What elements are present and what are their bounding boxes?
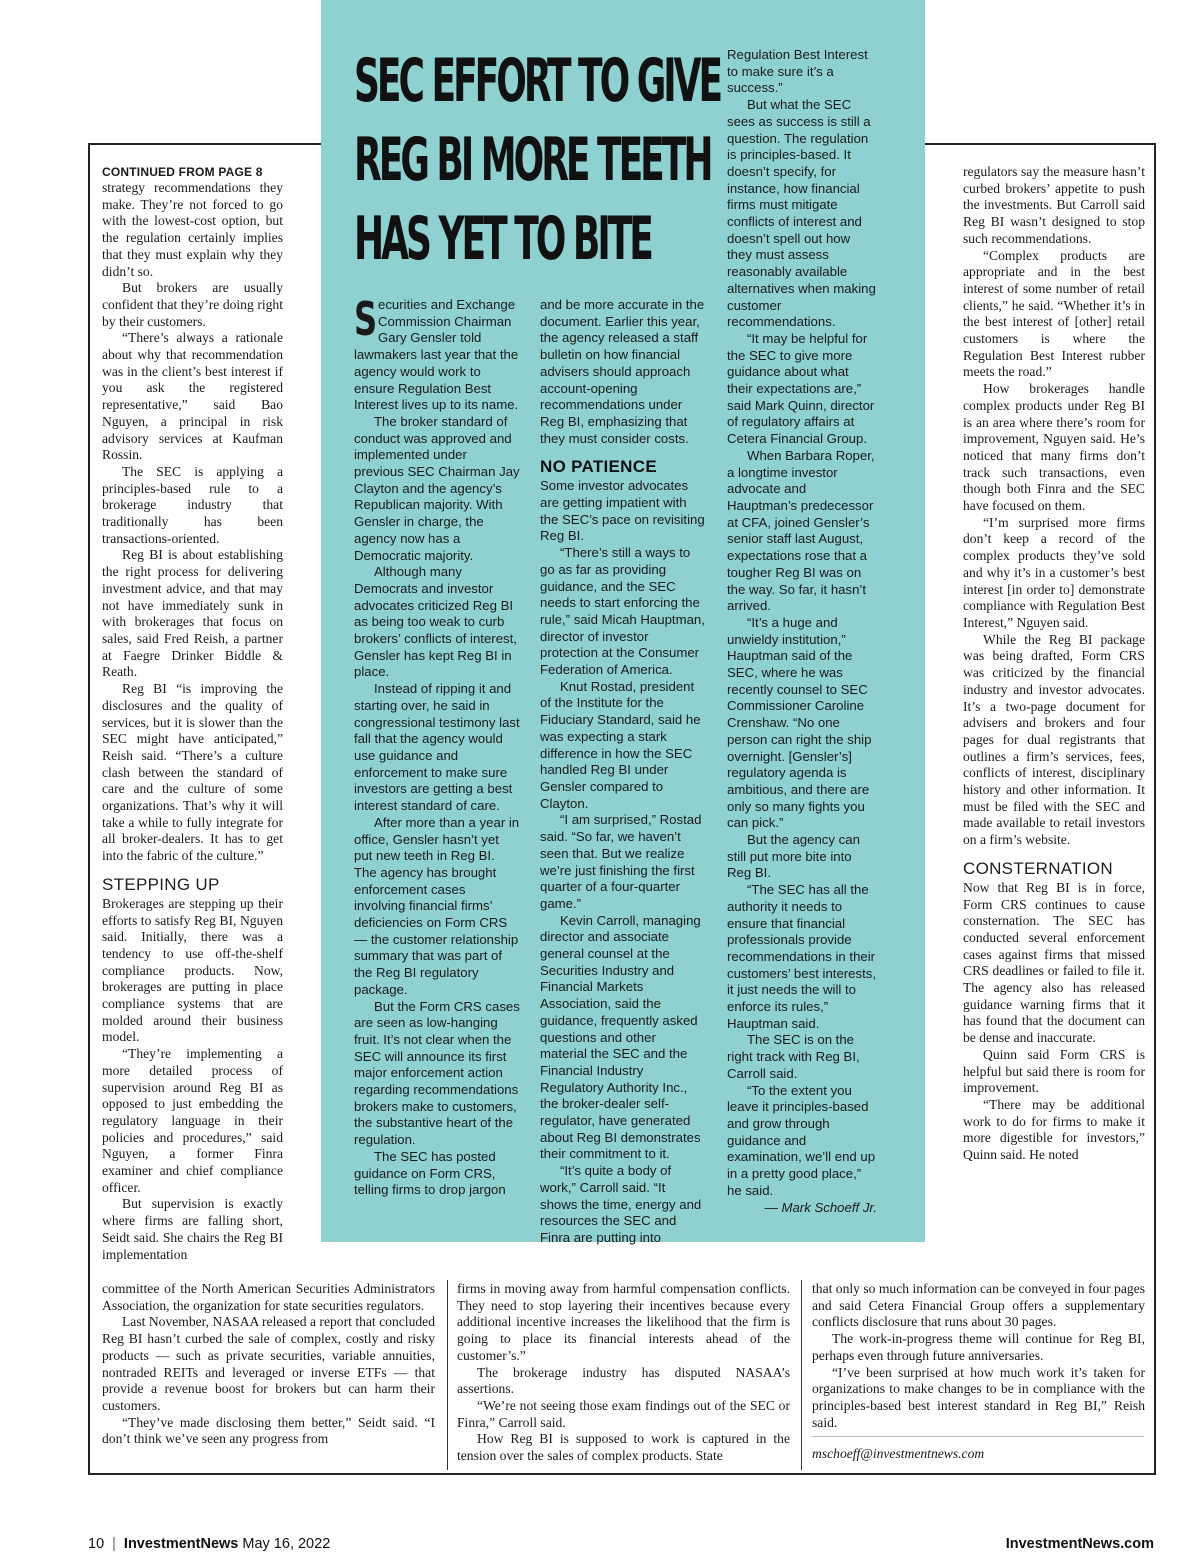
paragraph: “The SEC has all the authority it needs to ensure that financial professionals provide recommendations in their customers’ best interests, it just needs the will to enforce its rules,” Hauptman said. — [727, 882, 877, 1031]
paragraph: “I’m surprised more firms don’t keep a record of the complex products they’ve sold and why it’s in a customer’s best interest [in order to] demonstrate compliance with Regulation Best Interest,” Nguyen said. — [963, 514, 1145, 630]
continued-label: CONTINUED FROM PAGE 8 — [102, 165, 263, 179]
paragraph: Now that Reg BI is in force, Form CRS continues to cause consternation. The SEC has conducted several enforcement cases against firms that missed CRS deadlines or failed to file it. The agency also has released guidance warning firms that it has found that the document can be dense and inaccurate. — [963, 879, 1145, 1046]
paragraph: When Barbara Roper, a longtime investor advocate and Hauptman’s predecessor at CFA, joined Gensler’s senior staff last August, expectations rose that a tougher Reg BI was on the way. So far, it hasn’t arrived. — [727, 447, 875, 614]
paragraph: Instead of ripping it and starting over, he said in congressional testimony last fall that the agency would use guidance and enforcement to make sure investors are getting a best interest standard of care. — [354, 681, 520, 814]
paragraph: that only so much information can be conveyed in four pages and said Cetera Financial Group offers a supplementary conflicts disclosure that runs about 30 pages. — [812, 1281, 1145, 1330]
paragraph: Some investor advocates are getting impatient with the SEC’s pace on revisiting Reg BI. — [540, 478, 705, 544]
paragraph: “There’s always a rationale about why that recommendation was in the client’s best interest if you ask the registered representative,” said Bao Nguyen, a principal in risk advisory services at Kaufman Rossin. — [102, 330, 283, 463]
paragraph: “Complex products are appropriate and in the best interest of some number of retail clients,” he said. “Whether it’s in the best interest of [other] retail customers is where the Regulation Best Interest rubber meets the road.” — [963, 247, 1145, 380]
paragraph: Knut Rostad, president of the Institute for the Fiduciary Standard, said he was expecting a stark difference in how the SEC handled Reg BI under Gensler compared to Clayton. — [540, 678, 701, 811]
paragraph: “They’re implementing a more detailed process of supervision around Reg BI as opposed to just embedding the regulatory language in their policies and procedures,” said Nguyen, a former Finra examiner and chief compliance officer. — [102, 1046, 283, 1195]
paragraph: After more than a year in office, Gensler hasn’t yet put new teeth in Reg BI. The agency has brought enforcement cases involving financial firms’ deficiencies on Form CRS — the customer relationship summary that was part of the Reg BI regulatory package. — [354, 814, 520, 997]
drop-cap: S — [354, 292, 378, 346]
headline-line-2: REG BI MORE TEETH — [354, 125, 711, 195]
paragraph: The SEC has posted guidance on Form CRS, telling firms to drop jargon — [354, 1148, 506, 1198]
column-3 — [540, 297, 706, 1247]
paragraph: firms in moving away from harmful compensation conflicts. They need to stop layering their incentives because every additional incentive increases the likelihood that the firm is going to place its financial interests ahead of the customer’s.” — [457, 1281, 790, 1363]
paragraph: Last November, NASAA released a report that concluded Reg BI hasn’t curbed the sale of complex, costly and risky products — such as private securities, variable annuities, nontraded REITs and leveraged or inverse ETFs — that provide a revenue boost for brokers but can harm their customers. — [102, 1314, 435, 1413]
paragraph: The SEC is on the right track with Reg BI, Carroll said. — [727, 1032, 860, 1081]
paragraph: “There’s still a ways to go as far as providing guidance, and the SEC needs to start enforcing the rule,” said Micah Hauptman, director of investor protection at the Consumer Federation of America. — [540, 545, 705, 678]
email-divider — [812, 1436, 1144, 1437]
column-4 — [727, 47, 877, 1216]
paragraph: The broker standard of conduct was approved and implemented under previous SEC Chairman Jay Clayton and the agency’s Republican majority. With Gensler in charge, the agency now has a Democratic majority. — [354, 413, 520, 563]
paragraph: But brokers are usually confident that they’re doing right by their customers. — [102, 280, 283, 329]
column-rule — [801, 1280, 802, 1470]
subhead-no-patience: NO PATIENCE — [540, 457, 657, 477]
author-email-link[interactable]: mschoeff@investmentnews.com — [812, 1446, 985, 1461]
column-5 — [963, 164, 1145, 1164]
paragraph: Reg BI “is improving the disclosures and the quality of services, but it is slower than the SEC might have anticipated,” Reish said. “There’s a culture clash between the standard of care and the culture of some organizations. That’s why it will take a while to fully integrate for all broker-dealers. It has to get into the fabric of the culture.” — [102, 681, 283, 864]
paragraph: “We’re not seeing those exam findings out of the SEC or Finra,” Carroll said. — [457, 1397, 790, 1430]
paragraph: The work-in-progress theme will continue for Reg BI, perhaps even through future anniversaries. — [812, 1331, 1145, 1363]
paragraph: “It may be helpful for the SEC to give more guidance about what their expectations are,” said Mark Quinn, director of regulatory affairs at Cetera Financial Group. — [727, 330, 875, 447]
headline-line-3: HAS YET TO BITE — [354, 204, 651, 274]
paragraph: Brokerages are stepping up their efforts to satisfy Reg BI, Nguyen said. Initially, there was a tendency to use off-the-shelf compliance products. Now, brokerages are putting in place compliance systems that are molded around their business model. — [102, 895, 283, 1045]
paragraph: Reg BI is about establishing the right process for delivering investment advice, and that may not have immediately sunk in with brokerages that focus on sales, said Fred Reish, a partner at Faegre Drinker Biddle & Reath. — [102, 547, 283, 680]
issue-date: May 16, 2022 — [242, 1536, 331, 1552]
paragraph: But supervision is exactly where firms are falling short, Seidt said. She chairs the Reg BI implementation — [102, 1196, 283, 1262]
paragraph: ecurities and Exchange Commission Chairman Gary Gensler told lawmakers last year that the agency would work to ensure Regulation Best Interest lives up to its name. — [354, 297, 519, 413]
paragraph: But what the SEC sees as success is still a question. The regulation is principles-based. It doesn’t specify, for instance, how financial firms must mitigate conflicts of interest and doesn’t spell out how they must assess reasonably available alternatives when making customer recommendations. — [727, 97, 876, 330]
bottom-column-1 — [102, 1281, 435, 1448]
paragraph: strategy recommendations they make. They’re not forced to go with the lowest-cost option, but the regulation certainly implies that they must explain why they didn’t so. — [102, 180, 283, 279]
paragraph: “To the extent you leave it principles-based and grow through guidance and examination, we’ll end up in a pretty good place,” he said. — [727, 1082, 876, 1198]
paragraph: committee of the North American Securities Administrators Association, the organization for state securities regulators. — [102, 1281, 435, 1313]
column-2 — [354, 292, 520, 1199]
paragraph: “There may be additional work to do for firms to make it more digestible for investors,” Quinn said. He noted — [963, 1096, 1145, 1163]
paragraph: Quinn said Form CRS is helpful but said there is room for improvement. — [963, 1046, 1145, 1096]
footer-separator: | — [112, 1536, 116, 1552]
paragraph: But the Form CRS cases are seen as low-hanging fruit. It’s not clear when the SEC will announce its first major enforcement action regarding recommendations brokers make to customers, the substantive heart of the regulation. — [354, 998, 520, 1148]
column-1 — [102, 164, 283, 1263]
paragraph: “I’ve been surprised at how much work it’s taken for organizations to make changes to be in compliance with the principles-based best interest standard in Reg BI,” Reish said. — [812, 1364, 1145, 1430]
page-footer-left — [88, 1536, 330, 1552]
page-number: 10 — [88, 1536, 105, 1552]
bottom-column-3 — [812, 1281, 1145, 1431]
paragraph: “It’s a huge and unwieldy institution,” Hauptman said of the SEC, where he was recently counsel to SEC Commissioner Caroline Crenshaw. “No one person can right the ship overnight. [Gensler’s] regulatory agenda is ambitious, and there are only so many fights you can pick.” — [727, 614, 872, 831]
paragraph: How brokerages handle complex products under Reg BI is an area where there’s room for improvement, Nguyen said. He’s noticed that many firms don’t track such transactions, even though both Finra and the SEC have focused on them. — [963, 381, 1145, 514]
paragraph: While the Reg BI package was being drafted, Form CRS was criticized by the financial industry and investor advocates. It’s a two-page document for advisers and brokers and four pages for dual registrants that outlines a firm’s services, fees, conflicts of interest, disciplinary history and other information. It must be filed with the SEC and made available to retail investors on a firm’s website. — [963, 631, 1145, 848]
byline: — Mark Schoeff Jr. — [764, 1199, 877, 1215]
paragraph: The SEC is applying a principles-based rule to a brokerage industry that traditionally has been transactions-oriented. — [102, 463, 283, 546]
publication-name: InvestmentNews — [123, 1536, 239, 1552]
headline — [354, 42, 721, 279]
paragraph: “It’s quite a body of work,” Carroll said. “It shows the time, energy and resources the SEC and Finra are putting into — [540, 1163, 702, 1245]
paragraph: How Reg BI is supposed to work is captured in the tension over the sales of complex products. State — [457, 1431, 790, 1464]
paragraph: “I am surprised,” Rostad said. “So far, we haven’t seen that. But we realize we’re just finishing the first quarter of a four-quarter game.” — [540, 812, 702, 911]
column-rule — [447, 1280, 448, 1470]
bottom-column-2 — [457, 1281, 790, 1465]
subhead-stepping-up: STEPPING UP — [102, 874, 220, 894]
paragraph: Kevin Carroll, managing director and associate general counsel at the Securities Industry and Financial Markets Association, said the guidance, frequently asked questions and other material the SEC and the Financial Industry Regulatory Authority Inc., the broker-dealer self-regulator, have generated about Reg BI demonstrates their commitment to it. — [540, 912, 701, 1162]
paragraph: and be more accurate in the document. Earlier this year, the agency released a staff bulletin on how financial advisers should approach account-opening recommendations under Reg BI, emphasizing that they must consider costs. — [540, 297, 705, 446]
paragraph: Although many Democrats and investor advocates criticized Reg BI as being too weak to curb brokers’ conflicts of interest, Gensler has kept Reg BI in place. — [354, 564, 517, 680]
paragraph: But the agency can still put more bite into Reg BI. — [727, 832, 860, 881]
headline-line-1: SEC EFFORT TO GIVE — [354, 46, 721, 116]
subhead-consternation: CONSTERNATION — [963, 858, 1113, 878]
paragraph: Regulation Best Interest to make sure it’s a success.” — [727, 47, 868, 96]
paragraph: “They’ve made disclosing them better,” Seidt said. “I don’t think we’ve seen any progress from — [102, 1414, 435, 1447]
paragraph: regulators say the measure hasn’t curbed brokers’ appetite to push the investments. But Carroll said Reg BI wasn’t designed to stop such recommendations. — [963, 164, 1145, 246]
paragraph: The brokerage industry has disputed NASAA’s assertions. — [457, 1364, 790, 1397]
website-link[interactable]: InvestmentNews.com — [1005, 1536, 1154, 1552]
